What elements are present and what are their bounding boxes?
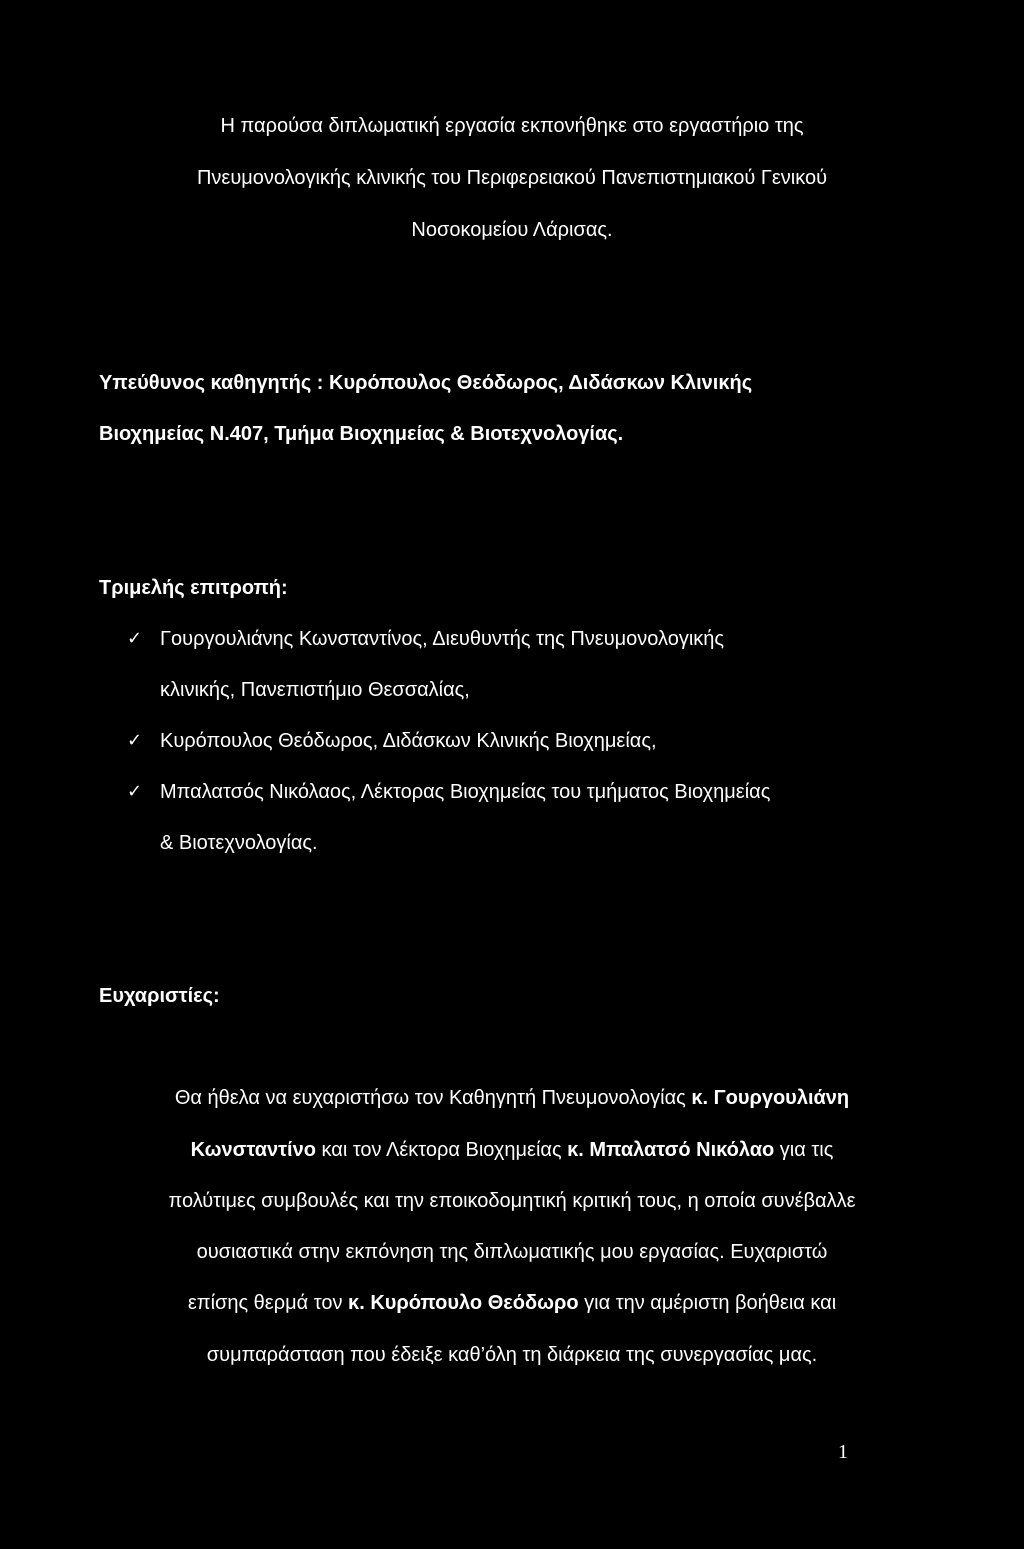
thanks-line-3: πολύτιμες συμβουλές και την εποικοδομητική κριτική τους, η οποία συνέβαλλε [168, 1190, 856, 1212]
committee-member-2-line-1: Κυρόπουλος Θεόδωρος, Διδάσκων Κλινικής Βιοχημείας, [160, 730, 657, 752]
thanks-text: Θα ήθελα να ευχαριστήσω τον Καθηγητή Πνευμονολογίας [174, 1087, 692, 1109]
thanks-name: κ. Γουργουλιάνη [691, 1087, 850, 1109]
thanks-line-2 [0, 1138, 1024, 1162]
intro-line-1: Η παρούσα διπλωματική εργασία εκπονήθηκε στο εργαστήριο της [220, 115, 804, 137]
supervisor-line-2: Βιοχημείας Ν.407, Τμήμα Βιοχημείας & Βιοτεχνολογίας. [99, 423, 624, 445]
committee-heading: Τριμελής επιτροπή: [99, 577, 288, 599]
page-number: 1 [838, 1441, 848, 1463]
thanks-line-5 [0, 1291, 1024, 1315]
thanks-text: για την αμέριστη βοήθεια και [578, 1292, 837, 1314]
thanks-heading: Ευχαριστίες: [99, 985, 220, 1007]
thanks-name: Κωνσταντίνο [190, 1139, 316, 1161]
thanks-text: επίσης θερμά τον [187, 1292, 349, 1314]
committee-member-3-line-2: & Βιοτεχνολογίας. [160, 832, 318, 854]
thanks-name: κ. Κυρόπουλο Θεόδωρο [348, 1292, 579, 1314]
checkmark-icon: ✓ [127, 730, 143, 751]
committee-member-1-line-2: κλινικής, Πανεπιστήμιο Θεσσαλίας, [160, 679, 470, 701]
intro-line-3: Νοσοκομείου Λάρισας. [411, 219, 613, 241]
thanks-text: για τις [774, 1139, 834, 1161]
committee-member-1-line-1: Γουργουλιάνης Κωνσταντίνος, Διευθυντής της Πνευμονολογικής [160, 628, 725, 650]
intro-line-2: Πνευμονολογικής κλινικής του Περιφερειακού Πανεπιστημιακού Γενικού [196, 167, 828, 189]
thanks-line-1 [0, 1086, 1024, 1110]
supervisor-line-1: Υπεύθυνος καθηγητής : Κυρόπουλος Θεόδωρος, Διδάσκων Κλινικής [99, 372, 753, 394]
thanks-line-6: συμπαράσταση που έδειξε καθ’όλη τη διάρκεια της συνεργασίας μας. [206, 1344, 818, 1366]
thanks-line-4: ουσιαστικά στην εκπόνηση της διπλωματικής μου εργασίας. Ευχαριστώ [196, 1241, 828, 1263]
thanks-text: και τον Λέκτορα Βιοχημείας [315, 1139, 568, 1161]
thanks-name: κ. Μπαλατσό Νικόλαο [567, 1139, 775, 1161]
checkmark-icon: ✓ [127, 628, 143, 649]
checkmark-icon: ✓ [127, 781, 143, 802]
committee-member-3-line-1: Μπαλατσός Νικόλαος, Λέκτορας Βιοχημείας του τμήματος Βιοχημείας [160, 781, 771, 803]
